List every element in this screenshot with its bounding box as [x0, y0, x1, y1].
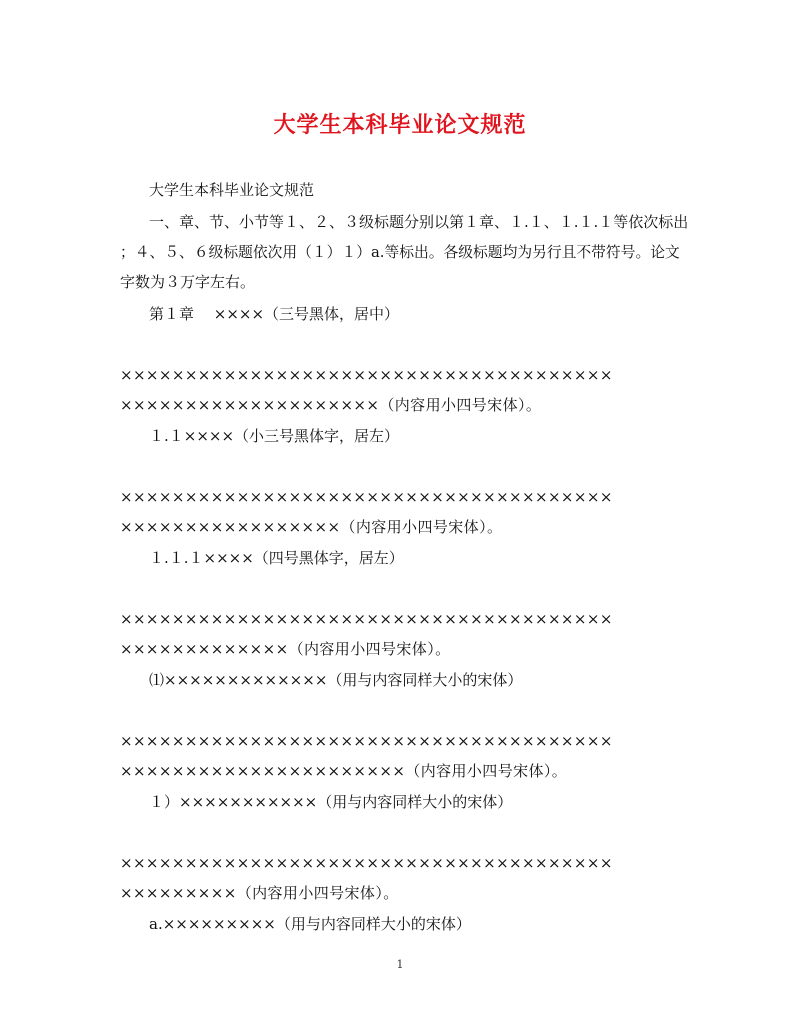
body-placeholder-line: ××××××××××××××××××××××××××××××××××××××	[120, 366, 613, 384]
heading-level-5: １）×××××××××××（用与内容同样大小的宋体）	[149, 793, 513, 811]
heading-chapter-1: 第１章 ××××（三号黑体，居中）	[149, 305, 400, 323]
heading-level-6: a.×××××××××（用与内容同样大小的宋体）	[149, 915, 471, 933]
body-placeholder-line: ××××××××××××××××××××××××××××××××××××××	[120, 488, 613, 506]
heading-level-4: ⑴×××××××××××××（用与内容同样大小的宋体）	[149, 671, 523, 689]
page-number: 1	[396, 958, 404, 971]
heading-section-1-1: １.１××××（小三号黑体字，居左）	[149, 427, 400, 445]
body-placeholder-line: ×××××××××（内容用小四号宋体）。	[120, 884, 399, 902]
body-placeholder-line: ×××××××××××××（内容用小四号宋体）。	[120, 640, 451, 658]
body-placeholder-line: ××××××××××××××××××××××××××××××××××××××	[120, 610, 613, 628]
body-placeholder-line: ×××××××××××××××××（内容用小四号宋体）。	[120, 518, 503, 536]
body-placeholder-line: ××××××××××××××××××××××××××××××××××××××	[120, 854, 613, 872]
heading-subsection-1-1-1: １.１.１××××（四号黑体字，居左）	[149, 549, 404, 567]
paragraph-subtitle: 大学生本科毕业论文规范	[149, 181, 315, 199]
body-placeholder-line: ××××××××××××××××××××（内容用小四号宋体）。	[120, 396, 542, 414]
paragraph-rules-line3: 字数为３万字左右。	[120, 273, 256, 291]
paragraph-rules-line1: 一、章、节、小节等１、２、３级标题分别以第１章、１.１、１.１.１等依次标出	[149, 213, 689, 231]
body-placeholder-line: ××××××××××××××××××××××（内容用小四号宋体）。	[120, 762, 568, 780]
document-title: 大学生本科毕业论文规范	[273, 112, 527, 138]
body-placeholder-line: ××××××××××××××××××××××××××××××××××××××	[120, 732, 613, 750]
paragraph-rules-line2: ；４、５、６级标题依次用（１）１）a.等标出。各级标题均为另行且不带符号。论文	[120, 243, 680, 261]
